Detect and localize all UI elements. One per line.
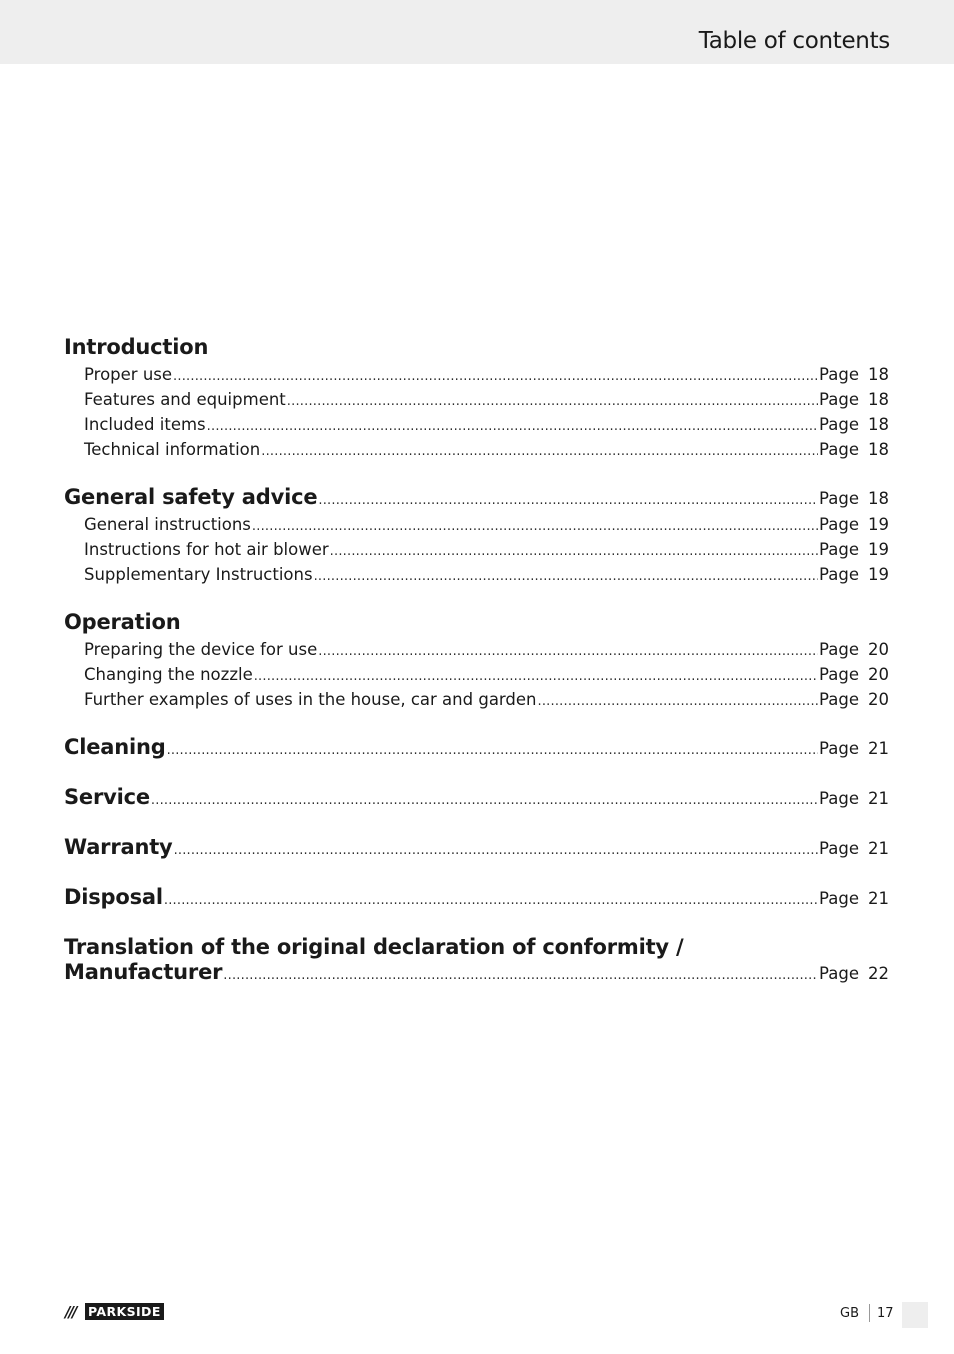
toc-heading-service[interactable] xyxy=(64,785,889,809)
toc-heading-declaration[interactable] xyxy=(64,960,889,984)
toc-entry-page: Page 21 xyxy=(819,889,889,908)
toc-entry-hot-air-blower[interactable] xyxy=(84,540,889,559)
toc-heading-label: Manufacturer xyxy=(64,960,223,984)
toc-heading-label: Cleaning xyxy=(64,735,166,759)
dot-leader xyxy=(318,493,818,508)
toc-heading-label: General safety advice xyxy=(64,485,318,509)
toc-entry-page: Page 19 xyxy=(819,515,889,534)
toc-entry-general-instructions[interactable] xyxy=(84,515,889,534)
toc-heading-disposal[interactable] xyxy=(64,885,889,909)
page-title: Table of contents xyxy=(698,28,890,54)
parkside-logo xyxy=(65,1303,176,1320)
toc-entry-label: Proper use xyxy=(84,365,173,384)
dot-leader xyxy=(538,694,819,709)
dot-leader xyxy=(173,369,818,384)
toc-entry-page: Page 18 xyxy=(819,440,889,459)
toc-heading-label: Service xyxy=(64,785,150,809)
toc-entry-label: Technical information xyxy=(84,440,261,459)
dot-leader xyxy=(314,569,818,584)
toc-heading-warranty[interactable] xyxy=(64,835,889,859)
toc-entry-page: Page 20 xyxy=(819,640,889,659)
toc-entry-page: Page 18 xyxy=(819,365,889,384)
toc-entry-page: Page 22 xyxy=(819,964,889,983)
language-code: GB xyxy=(840,1306,859,1321)
toc-entry-page: Page 21 xyxy=(819,839,889,858)
toc-entry-changing-nozzle[interactable] xyxy=(84,665,889,684)
toc-entry-page: Page 20 xyxy=(819,665,889,684)
dot-leader xyxy=(254,669,818,684)
toc-entry-label: Supplementary Instructions xyxy=(84,565,313,584)
toc-entry-page: Page 20 xyxy=(819,690,889,709)
toc-entry-page: Page 19 xyxy=(819,565,889,584)
toc-entry-label: General instructions xyxy=(84,515,251,534)
toc-heading-label: Disposal xyxy=(64,885,163,909)
toc-entry-proper-use[interactable] xyxy=(84,365,889,384)
toc-entry-technical-information[interactable] xyxy=(84,440,889,459)
toc-entry-preparing-device[interactable] xyxy=(84,640,889,659)
dot-leader xyxy=(261,444,818,459)
toc-entry-label: Further examples of uses in the house, car and garden xyxy=(84,690,537,709)
toc-entry-label: Preparing the device for use xyxy=(84,640,318,659)
page-tab-marker xyxy=(902,1302,928,1328)
dot-leader xyxy=(318,644,818,659)
footer-divider xyxy=(869,1304,870,1322)
toc-heading-introduction[interactable]: Introduction xyxy=(64,335,209,359)
toc-heading-cleaning[interactable] xyxy=(64,735,889,759)
dot-leader xyxy=(207,419,818,434)
dot-leader xyxy=(167,743,818,758)
toc-heading-declaration-line1[interactable]: Translation of the original declaration of conformity / xyxy=(64,935,684,959)
toc-entry-label: Included items xyxy=(84,415,206,434)
toc-entry-page: Page 18 xyxy=(819,390,889,409)
toc-entry-features[interactable] xyxy=(84,390,889,409)
dot-leader xyxy=(151,793,818,808)
toc-entry-page: Page 21 xyxy=(819,739,889,758)
toc-entry-label: Instructions for hot air blower xyxy=(84,540,329,559)
toc-entry-supplementary-instructions[interactable] xyxy=(84,565,889,584)
toc-entry-label: Features and equipment xyxy=(84,390,286,409)
toc-entry-label: Changing the nozzle xyxy=(84,665,253,684)
dot-leader xyxy=(252,519,818,534)
toc-entry-page: Page 21 xyxy=(819,789,889,808)
toc-entry-page: Page 18 xyxy=(819,489,889,508)
dot-leader xyxy=(174,843,818,858)
toc-entry-page: Page 18 xyxy=(819,415,889,434)
toc-entry-included-items[interactable] xyxy=(84,415,889,434)
dot-leader xyxy=(164,893,818,908)
toc-heading-label: Warranty xyxy=(64,835,173,859)
toc-heading-general-safety-advice[interactable] xyxy=(64,485,889,509)
dot-leader xyxy=(223,968,818,983)
toc-entry-page: Page 19 xyxy=(819,540,889,559)
dot-leader xyxy=(287,394,818,409)
logo-wordmark: PARKSIDE xyxy=(85,1303,164,1320)
toc-heading-operation[interactable]: Operation xyxy=(64,610,181,634)
toc-entry-further-examples[interactable] xyxy=(84,690,889,709)
dot-leader xyxy=(330,544,818,559)
logo-slashes: /// xyxy=(65,1302,76,1321)
page-number: 17 xyxy=(877,1306,894,1321)
